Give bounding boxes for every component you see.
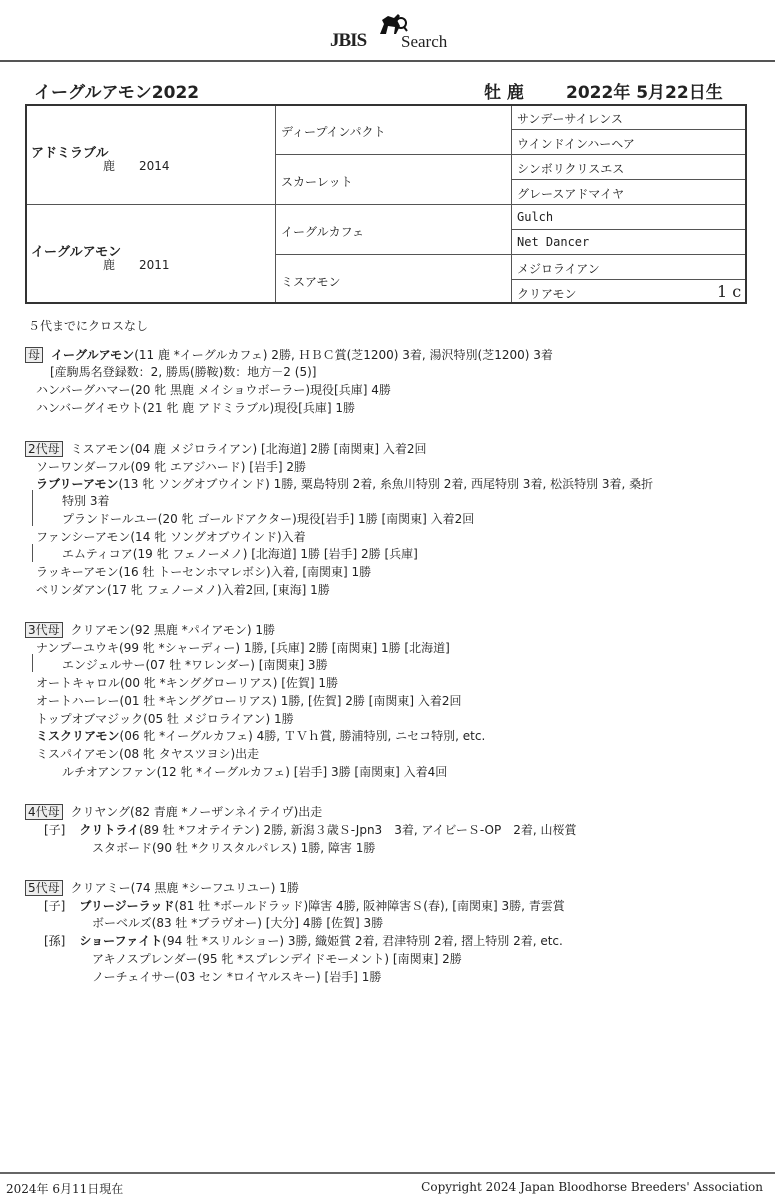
- horse-link[interactable]: ブリージーラッド: [79, 899, 175, 913]
- family-line: 2代母 ミスアモン(04 鹿 メジロライアン) [北海道] 2勝 [南関東] 入着2回: [25, 440, 426, 458]
- family-line: ボーベルズ(83 牡 *ブラヴオー) [大分] 4勝 [佐賀] 3勝: [92, 916, 384, 930]
- sire-sire[interactable]: ディープインパクト: [281, 125, 386, 139]
- family-number: 1 c: [717, 282, 742, 301]
- g3-ancestor[interactable]: Gulch: [517, 210, 554, 224]
- section-label: 5代母: [25, 880, 63, 896]
- family-line: 3代母 クリアモン(92 黒鹿 *パイアモン) 1勝: [25, 621, 275, 639]
- family-line: ハンバーグハマー(20 牝 黒鹿 メイショウボーラー)現役[兵庫] 4勝: [36, 383, 391, 397]
- family-line: [孫] ショーファイト(94 牡 *スリルショー) 3勝, 織姫賞 2着, 君津特別 2着, 摺上特別 2着, etc.: [44, 934, 563, 948]
- sex-color: 牡 鹿: [484, 83, 524, 103]
- horse-name-title: イーグルアモン2022: [34, 83, 200, 103]
- section-label: 2代母: [25, 441, 63, 457]
- family-line: オートキャロル(00 牝 *キンググローリアス) [佐賀] 1勝: [36, 676, 339, 690]
- family-line: ハンバーグイモウト(21 牝 鹿 アドミラブル)現役[兵庫] 1勝: [36, 401, 355, 415]
- family-line: [子] ブリージーラッド(81 牡 *ボールドラッド)障害 4勝, 阪神障害Ｓ(春), [南関東] 3勝, 青雲賞: [44, 899, 565, 913]
- family-line: ラッキーアモン(16 牡 トーセンホマレボシ)入着, [南関東] 1勝: [36, 565, 372, 579]
- g3-ancestor[interactable]: ウインドインハーヘア: [517, 137, 635, 151]
- g3-ancestor[interactable]: グレースアドマイヤ: [517, 187, 625, 201]
- family-line: スタボード(90 牡 *クリスタルパレス) 1勝, 障害 1勝: [92, 841, 376, 855]
- g3-ancestor[interactable]: サンデーサイレンス: [517, 112, 623, 126]
- indent-bar: [32, 654, 33, 672]
- family-line: ベリンダアン(17 牝 フェノーメノ)入着2回, [東海] 1勝: [36, 583, 330, 597]
- family-line: 4代母 クリヤング(82 青鹿 *ノーザンネイテイヴ)出走: [25, 803, 322, 821]
- g3-ancestor[interactable]: Net Dancer: [517, 235, 590, 249]
- family-line: ソーワンダーフル(09 牝 エアジハード) [岩手] 2勝: [36, 460, 307, 474]
- family-line: ラブリーアモン(13 牝 ソングオブウインド) 1勝, 粟島特別 2着, 糸魚川特別 2着, 西尾特別 3着, 松浜特別 3着, 桑折: [36, 477, 654, 491]
- family-line: 母 イーグルアモン(11 鹿 *イーグルカフェ) 2勝, ＨＢＣ賞(芝1200) 3着, 湯沢特別(芝1200) 3着: [25, 346, 553, 364]
- logo-search-text: Search: [401, 32, 448, 51]
- indent-bar: [32, 544, 33, 562]
- logo-jbis-text: JBIS: [330, 30, 367, 51]
- section-label: 3代母: [25, 622, 63, 638]
- horse-link[interactable]: イーグルアモン: [51, 348, 135, 362]
- family-line: ミスクリアモン(06 牝 *イーグルカフェ) 4勝, ＴＶｈ賞, 勝浦特別, ニセコ特別, etc.: [36, 729, 486, 743]
- copyright: Copyright 2024 Japan Bloodhorse Breeders' Association: [421, 1180, 763, 1194]
- sire-name[interactable]: アドミラブル: [31, 146, 109, 161]
- family-line: ノーチェイサー(03 セン *ロイヤルスキー) [岩手] 1勝: [92, 970, 382, 984]
- jbis-search-logo[interactable]: [328, 10, 458, 52]
- sire-dam[interactable]: スカーレット: [281, 175, 353, 189]
- footer-divider: [0, 1172, 775, 1174]
- family-line: エムティコア(19 牝 フェノーメノ) [北海道] 1勝 [岩手] 2勝 [兵庫]: [62, 547, 418, 561]
- section-label: 4代母: [25, 804, 63, 820]
- family-line: ナンプーユウキ(99 牝 *シャーディー) 1勝, [兵庫] 2勝 [南関東] 1勝 [北海道]: [36, 641, 450, 655]
- horse-link[interactable]: ショーファイト: [79, 934, 163, 948]
- birth-date: 2022年 5月22日生: [566, 83, 723, 103]
- family-line: アキノスプレンダー(95 牝 *スプレンデイドモーメント) [南関東] 2勝: [92, 952, 462, 966]
- g3-ancestor[interactable]: メジロライアン: [517, 262, 600, 276]
- family-line: 5代母 クリアミー(74 黒鹿 *シーフユリユー) 1勝: [25, 879, 299, 897]
- g3-ancestor[interactable]: シンボリクリスエス: [517, 162, 625, 176]
- dam-name[interactable]: イーグルアモン: [31, 245, 122, 260]
- family-line: [産駒馬名登録数：2, 勝馬(勝鞍)数：地方－2 (5)]: [50, 365, 317, 379]
- family-line: プランドールユー(20 牝 ゴールドアクター)現役[岩手] 1勝 [南関東] 入着2回: [62, 512, 475, 526]
- family-line: 特別 3着: [62, 494, 110, 508]
- horse-link[interactable]: ミスクリアモン: [36, 729, 120, 743]
- family-line: エンジェルサー(07 牡 *ワレンダー) [南関東] 3勝: [62, 658, 328, 672]
- family-line: ファンシーアモン(14 牝 ソングオブウインド)入着: [36, 530, 306, 544]
- indent-bar: [32, 490, 33, 526]
- family-line: ルチオアンファン(12 牝 *イーグルカフェ) [岩手] 3勝 [南関東] 入着4回: [62, 765, 448, 779]
- section-label: 母: [25, 347, 43, 363]
- dam-sire[interactable]: イーグルカフェ: [281, 225, 365, 239]
- family-line: オートハーレー(01 牡 *キンググローリアス) 1勝, [佐賀] 2勝 [南関東] 入着2回: [36, 694, 462, 708]
- cross-note: ５代までにクロスなし: [28, 319, 149, 333]
- horse-link[interactable]: クリトライ: [79, 823, 140, 837]
- horse-link[interactable]: ラブリーアモン: [36, 477, 119, 491]
- dam-color-year: 鹿 2011: [103, 258, 170, 272]
- g3-ancestor[interactable]: クリアモン: [517, 287, 577, 301]
- sire-color-year: 鹿 2014: [103, 159, 170, 173]
- pedigree-table: [25, 104, 747, 304]
- family-line: [子] クリトライ(89 牡 *フオテイテン) 2勝, 新潟３歳Ｓ-Jpn3 3着, アイビーＳ-OP 2着, 山桜賞: [44, 823, 577, 837]
- as-of-date: 2024年 6月11日現在: [6, 1182, 124, 1196]
- family-line: ミスパイアモン(08 牝 タヤスツヨシ)出走: [36, 747, 260, 761]
- dam-dam[interactable]: ミスアモン: [281, 275, 341, 289]
- header-divider: [0, 60, 775, 62]
- family-line: トップオブマジック(05 牡 メジロライアン) 1勝: [36, 712, 294, 726]
